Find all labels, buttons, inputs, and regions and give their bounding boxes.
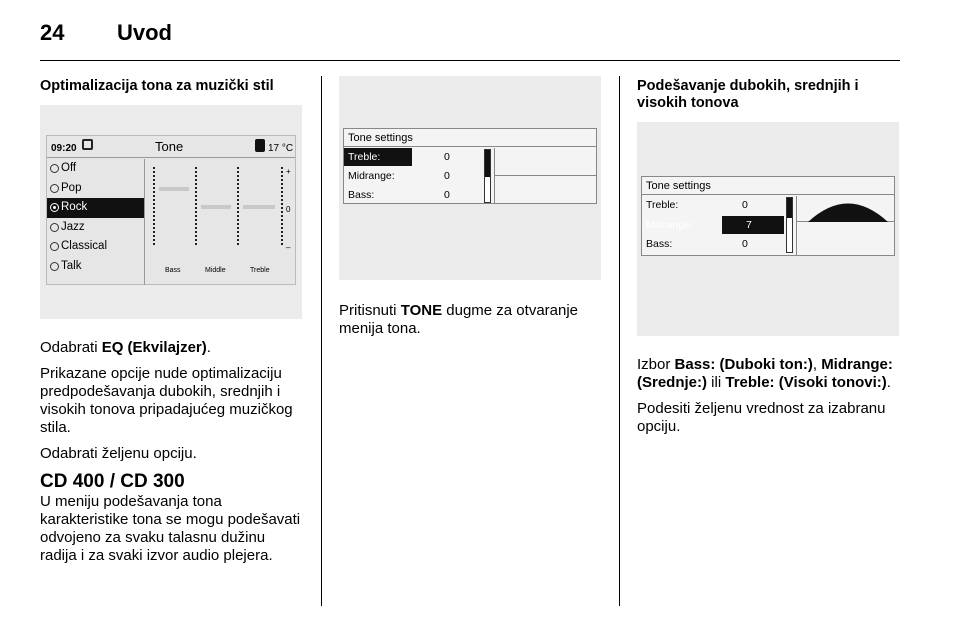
screen-top-bar — [47, 136, 295, 158]
tone-row-treble[interactable] — [642, 196, 792, 214]
tone-screen — [46, 135, 296, 285]
paragraph: Odabrati željenu opciju. — [40, 445, 197, 462]
scale-minus-mark: – — [286, 243, 291, 252]
screen-temperature: 17 °C — [268, 143, 294, 154]
tone-row-label: Bass: — [348, 189, 375, 201]
eq-option-label: Talk — [61, 259, 82, 272]
eq-level-middle — [201, 205, 231, 209]
tone-slider-fill — [787, 198, 792, 218]
column-divider-1 — [321, 76, 322, 606]
text: Izbor — [637, 356, 675, 373]
eq-label-treble: Treble — [250, 267, 270, 274]
eq-preset-list — [47, 159, 145, 285]
bold-term: TONE — [400, 302, 443, 319]
text: Pritisnuti — [339, 302, 401, 319]
eq-label-middle: Middle — [205, 267, 226, 274]
tone-slider-fill — [485, 150, 490, 177]
text: , — [812, 356, 822, 373]
eq-option-selected[interactable] — [47, 198, 144, 218]
eq-graph — [147, 159, 295, 285]
bold-term: Treble: (Visoki tonovi:) — [725, 374, 887, 391]
eq-level-treble — [243, 205, 275, 209]
radio-icon — [50, 164, 59, 173]
graph-divider — [796, 196, 797, 256]
scale-zero-mark: 0 — [286, 205, 291, 214]
phone-icon — [255, 139, 265, 152]
radio-icon — [50, 262, 59, 271]
graph-baseline — [494, 175, 597, 176]
clock-icon — [82, 139, 93, 150]
tone-row-midrange[interactable] — [642, 216, 792, 234]
bold-term: Midrange: (Srednje:) — [637, 356, 893, 391]
text: dugme za otvaranje menija tona. — [339, 302, 579, 337]
tone-row-value: 0 — [742, 199, 748, 211]
screen-title: Tone — [155, 139, 184, 154]
eq-scale-treble — [237, 167, 239, 245]
tone-row-bass[interactable] — [642, 235, 792, 253]
eq-option[interactable] — [47, 237, 144, 257]
tone-row-value: 0 — [444, 151, 450, 163]
eq-option-label: Jazz — [61, 220, 85, 233]
eq-scale-bass — [153, 167, 155, 245]
radio-icon — [50, 184, 59, 193]
tone-row-label: Midrange: — [646, 219, 693, 231]
section-heading: CD 400 / CD 300 — [40, 471, 185, 492]
text: Odabrati — [40, 339, 102, 356]
eq-option[interactable] — [47, 179, 144, 199]
eq-option-label: Pop — [61, 181, 82, 194]
value-highlight — [722, 216, 784, 234]
radio-icon — [50, 223, 59, 232]
column-divider-2 — [619, 76, 620, 606]
eq-level-bass — [159, 187, 189, 191]
tone-row-value: 0 — [444, 189, 450, 201]
tone-row-label: Bass: — [646, 238, 673, 250]
midrange-curve — [808, 199, 888, 223]
text: . — [886, 374, 891, 391]
eq-label-bass: Bass — [165, 267, 181, 274]
eq-scale-master — [281, 167, 283, 245]
eq-option[interactable] — [47, 159, 144, 179]
paragraph: U meniju podešavanja tona karakteristike tona se mogu podešavati odvojeno za svaku talasnu dužinu radija i za svaki izvor audio plejera. — [40, 493, 301, 564]
page-number: 24 — [40, 20, 65, 45]
eq-option[interactable] — [47, 218, 144, 238]
tone-row-treble[interactable] — [344, 148, 494, 166]
paragraph — [637, 356, 899, 392]
tone-settings-figure — [637, 122, 899, 336]
tone-settings-box — [343, 128, 597, 204]
tone-settings-title: Tone settings — [642, 177, 894, 195]
graph-divider — [494, 148, 495, 204]
tone-row-label: Treble: — [646, 199, 679, 211]
text: . — [206, 339, 211, 356]
chapter-title: Uvod — [117, 20, 172, 45]
tone-row-label: Midrange: — [348, 170, 395, 182]
radio-selected-icon — [50, 203, 59, 212]
tone-slider[interactable] — [484, 149, 491, 203]
paragraph: Podesiti željenu vrednost za izabranu opciju. — [637, 400, 886, 435]
tone-row-bass[interactable] — [344, 186, 494, 204]
tone-eq-figure — [40, 105, 302, 319]
eq-option-label: Rock — [61, 201, 88, 213]
tone-settings-figure — [339, 76, 601, 280]
tone-row-value: 7 — [746, 219, 752, 231]
paragraph — [339, 302, 601, 338]
section-subheading: Optimalizacija tona za muzički stil — [40, 78, 274, 94]
eq-option[interactable] — [47, 257, 144, 277]
eq-scale-middle — [195, 167, 197, 245]
tone-row-value: 0 — [742, 238, 748, 250]
tone-row-midrange[interactable] — [344, 167, 494, 185]
text: ili — [707, 374, 726, 391]
bold-term: Bass: (Duboki ton:) — [674, 356, 813, 373]
scale-plus-mark: + — [286, 167, 291, 176]
bold-term: EQ (Ekvilajzer) — [101, 339, 207, 356]
column-1 — [40, 78, 302, 573]
radio-icon — [50, 242, 59, 251]
tone-slider[interactable] — [786, 197, 793, 253]
column-3 — [637, 78, 899, 444]
eq-option-label: Off — [61, 162, 77, 174]
eq-option-label: Classical — [61, 240, 108, 252]
tone-row-label: Treble: — [348, 151, 381, 163]
screen-time: 09:20 — [51, 143, 77, 154]
header-rule — [40, 60, 900, 61]
section-subheading: Podešavanje dubokih, srednjih i visokih tonova — [637, 78, 859, 111]
tone-settings-box — [641, 176, 895, 256]
paragraph — [40, 339, 302, 357]
column-2 — [339, 76, 601, 346]
paragraph: Prikazane opcije nude optimalizaciju predpodešavanja dubokih, srednjih i visokih tonova pripadajućeg muzičkog stila. — [40, 365, 293, 436]
tone-settings-title: Tone settings — [344, 129, 596, 147]
tone-row-value: 0 — [444, 170, 450, 182]
